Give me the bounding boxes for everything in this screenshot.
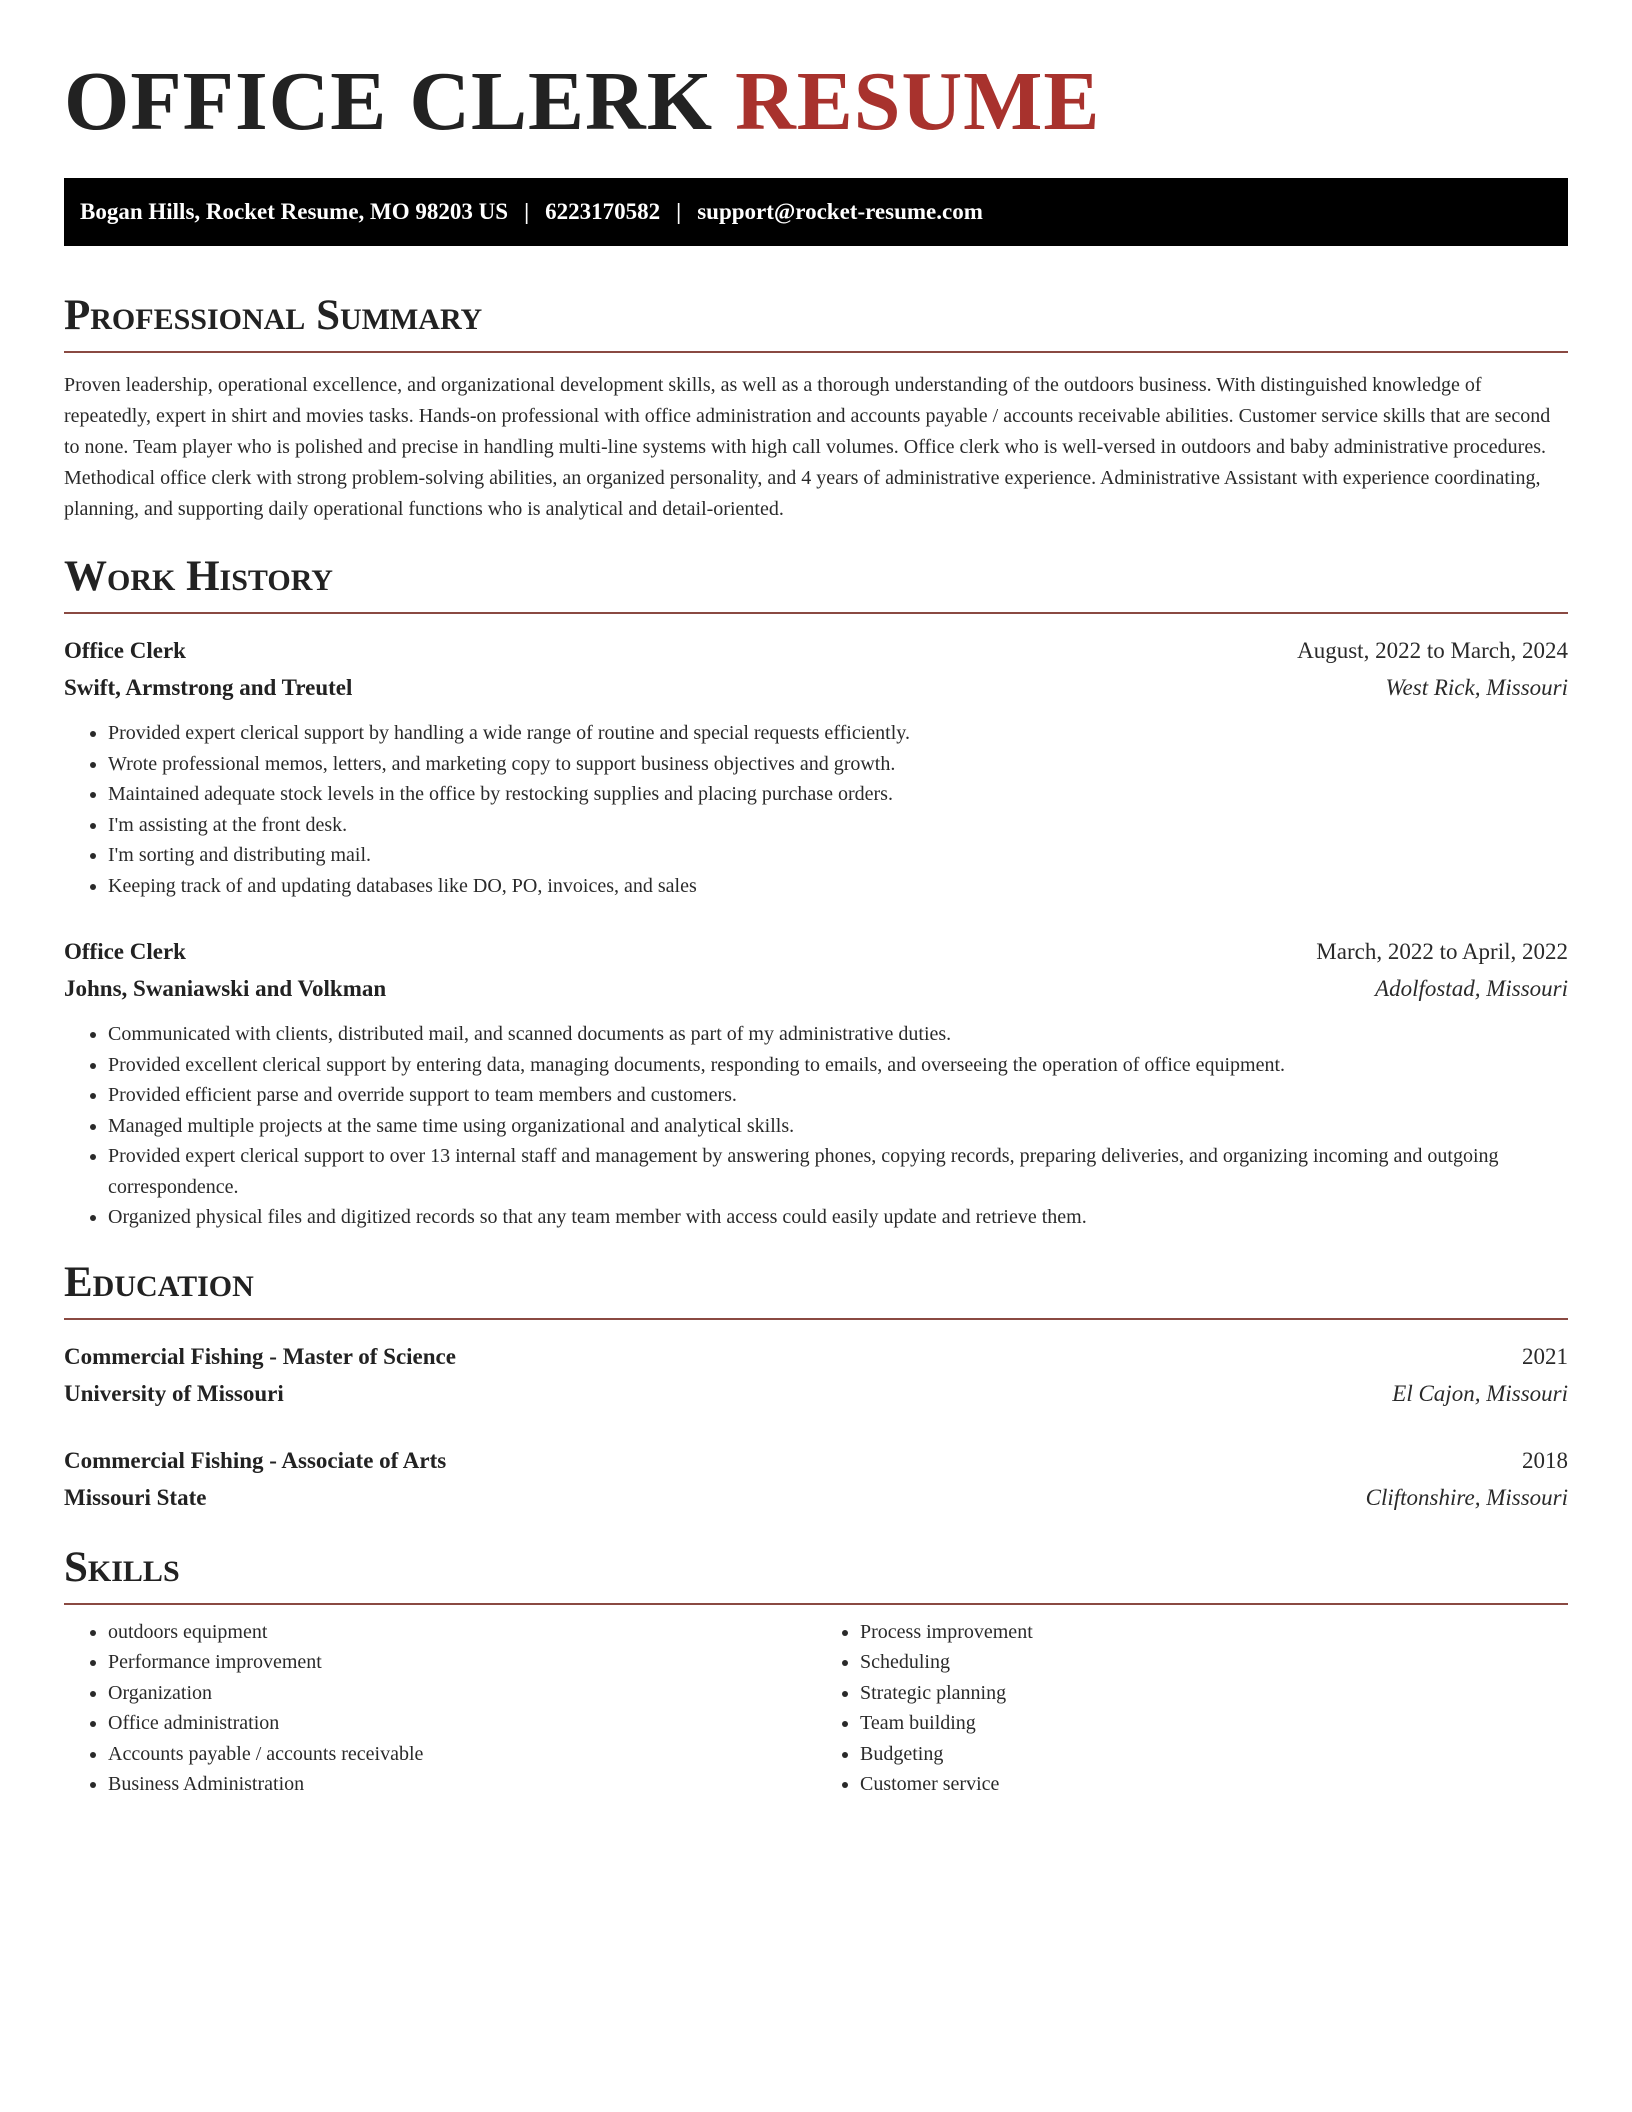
skill-item: • Business Administration: [108, 1769, 816, 1800]
work-history-section: [64, 551, 1568, 1233]
job-entry: [64, 632, 1568, 901]
education-heading: Education: [64, 1258, 254, 1306]
contact-address: Bogan Hills, Rocket Resume, MO 98203 US: [80, 199, 509, 224]
job-title-row: [64, 933, 1568, 970]
job-duty: • Keeping track of and updating databases like DO, PO, invoices, and sales: [108, 871, 1568, 902]
job-duty: • Provided excellent clerical support by entering data, managing documents, responding to emails, and overseeing the operation of office equipment.: [108, 1050, 1568, 1081]
job-company: Swift, Armstrong and Treutel: [64, 675, 353, 700]
skills-list-left: [64, 1617, 816, 1800]
education-location: Cliftonshire, Missouri: [1365, 1484, 1568, 1510]
section-divider: [64, 1603, 1568, 1605]
contact-bar: [64, 178, 1568, 246]
skill-item: • Office administration: [108, 1708, 816, 1739]
contact-email[interactable]: support@rocket-resume.com: [697, 199, 983, 224]
job-duty: • Organized physical files and digitized records so that any team member with access could easily update and retrieve them.: [108, 1202, 1568, 1233]
skill-item: • Organization: [108, 1678, 816, 1709]
job-duty: • Maintained adequate stock levels in the office by restocking supplies and placing purchase orders.: [108, 779, 1568, 810]
summary-text: Proven leadership, operational excellence, and organizational development skills, as well as a thorough understanding of the outdoors business. With distinguished knowledge of repeatedly, expert in shirt and movies tasks. Hands-on professional with office administration and accounts payable / accounts receivable abilities. Customer service skills that are second to none. Team player who is polished and precise in handling multi-line systems with high call volumes. Office clerk who is well-versed in outdoors and baby administrative procedures. Methodical office clerk with strong problem-solving abilities, an organized personality, and 4 years of administrative experience. Administrative Assistant with experience coordinating, planning, and supporting daily operational functions who is analytical and detail-oriented.: [64, 374, 1551, 520]
job-duty: • Communicated with clients, distributed mail, and scanned documents as part of my administrative duties.: [108, 1019, 1568, 1050]
job-duty: • I'm assisting at the front desk.: [108, 810, 1568, 841]
education-location: El Cajon, Missouri: [1392, 1380, 1568, 1406]
work-history-heading: Work History: [64, 553, 333, 600]
education-section: [64, 1257, 1568, 1516]
education-degree-row: [64, 1338, 1568, 1375]
job-duty: • Provided expert clerical support by handling a wide range of routine and special requests efficiently.: [108, 718, 1568, 749]
summary-heading: Professional Summary: [64, 292, 483, 339]
skill-item: • Process improvement: [860, 1617, 1568, 1648]
skills-section: [64, 1542, 1568, 1800]
contact-phone[interactable]: 6223170582: [545, 199, 661, 224]
job-duty: • Wrote professional memos, letters, and marketing copy to support business objectives and growth.: [108, 749, 1568, 780]
job-location: West Rick, Missouri: [1385, 675, 1568, 700]
skills-heading: Skills: [64, 1543, 180, 1591]
skills-list-right: [816, 1617, 1568, 1800]
section-divider: [64, 612, 1568, 614]
job-company: Johns, Swaniawski and Volkman: [64, 976, 387, 1001]
skill-item: • Budgeting: [860, 1739, 1568, 1770]
education-year: 2021: [1522, 1343, 1568, 1369]
job-duty: • I'm sorting and distributing mail.: [108, 840, 1568, 871]
job-company-row: [64, 970, 1568, 1007]
contact-separator: |: [676, 199, 682, 224]
education-entry: [64, 1442, 1568, 1516]
skill-item: • Strategic planning: [860, 1678, 1568, 1709]
education-year: 2018: [1522, 1447, 1568, 1473]
education-degree: Commercial Fishing - Associate of Arts: [64, 1447, 447, 1473]
skill-item: • outdoors equipment: [108, 1617, 816, 1648]
skill-item: • Team building: [860, 1708, 1568, 1739]
section-divider: [64, 351, 1568, 353]
contact-separator: |: [524, 199, 530, 224]
resume-title: [64, 56, 1568, 148]
education-entry: [64, 1338, 1568, 1412]
title-accent: RESUME: [735, 55, 1101, 148]
job-duty: • Managed multiple projects at the same time using organizational and analytical skills.: [108, 1111, 1568, 1142]
skill-item: • Accounts payable / accounts receivable: [108, 1739, 816, 1770]
skill-item: • Scheduling: [860, 1647, 1568, 1678]
job-title-row: [64, 632, 1568, 669]
skills-grid: [64, 1617, 1568, 1800]
education-school: University of Missouri: [64, 1380, 284, 1406]
job-duty: • Provided expert clerical support to over 13 internal staff and management by answering phones, copying records, preparing deliveries, and organizing incoming and outgoing correspondence.: [108, 1141, 1568, 1202]
job-company-row: [64, 669, 1568, 706]
job-duties-list: [64, 718, 1568, 901]
title-main: OFFICE CLERK: [64, 55, 714, 148]
education-school: Missouri State: [64, 1484, 207, 1510]
job-location: Adolfostad, Missouri: [1375, 976, 1568, 1001]
skill-item: • Customer service: [860, 1769, 1568, 1800]
job-duty: • Provided efficient parse and override support to team members and customers.: [108, 1080, 1568, 1111]
job-dates: March, 2022 to April, 2022: [1316, 939, 1568, 964]
section-divider: [64, 1318, 1568, 1320]
education-degree-row: [64, 1442, 1568, 1479]
job-entry: [64, 933, 1568, 1233]
education-school-row: [64, 1479, 1568, 1516]
education-school-row: [64, 1375, 1568, 1412]
education-degree: Commercial Fishing - Master of Science: [64, 1343, 456, 1369]
job-title: Office Clerk: [64, 638, 186, 663]
job-title: Office Clerk: [64, 939, 186, 964]
job-dates: August, 2022 to March, 2024: [1297, 638, 1568, 663]
summary-section: [64, 290, 1568, 525]
job-duties-list: [64, 1019, 1568, 1233]
skill-item: • Performance improvement: [108, 1647, 816, 1678]
